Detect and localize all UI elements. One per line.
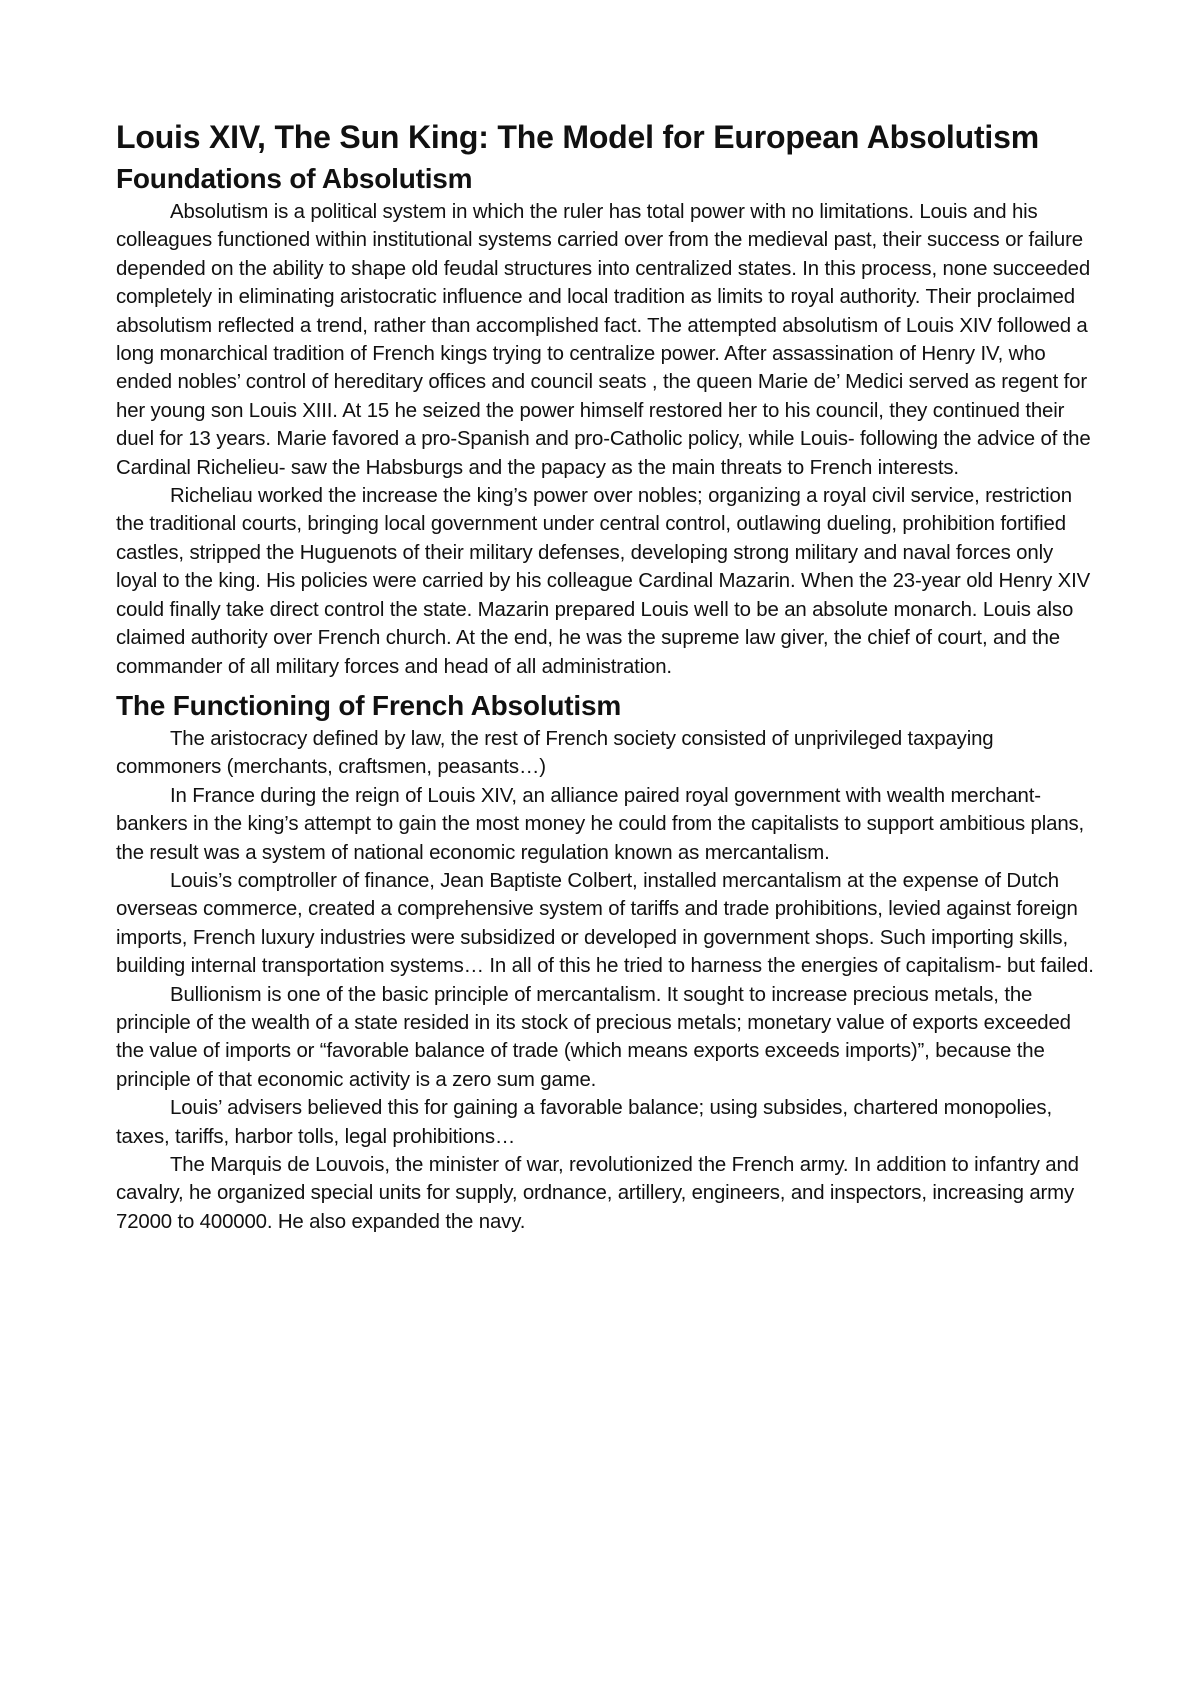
document-page <box>116 114 1096 1236</box>
paragraph: Louis’ advisers believed this for gaining a favorable balance; using subsides, chartered monopolies, taxes, tariffs, harbor tolls, legal prohibitions… <box>116 1097 1052 1148</box>
paragraph: The Marquis de Louvois, the minister of war, revolutionized the French army. In addition to infantry and cavalry, he organized special units for supply, ordnance, artillery, engineers, and inspectors, increasing army 72000 to 400000. He also expanded the navy. <box>116 1154 1079 1233</box>
paragraph: The aristocracy defined by law, the rest of French society consisted of unprivileged taxpaying commoners (merchants, craftsmen, peasants…) <box>116 727 994 779</box>
paragraph: Louis’s comptroller of finance, Jean Baptiste Colbert, installed mercantalism at the expense of Dutch overseas commerce, created a comprehensive system of tariffs and trade prohibitions, levied against foreign imports, French luxury industries were subsidized or developed in government shops. Such importing skills, building internal transportation systems… In all of this he tried to harness the energies of capitalism- but failed. <box>116 869 1094 978</box>
section-heading-functioning: The Functioning of French Absolutism <box>116 689 622 721</box>
paragraph: Richeliau worked the increase the king’s power over nobles; organizing a royal civil service, restriction the traditional courts, bringing local government under central control, outlawing dueling, prohibition fortified castles, stripped the Huguenots of their military defenses, developing strong military and naval forces only loyal to the king. His policies were carried by his colleague Cardinal Mazarin. When the 23-year old Henry XIV could finally take direct control the state. Mazarin prepared Louis well to be an absolute monarch. Louis also claimed authority over French church. At the end, he was the supreme law giver, the chief of court, and the commander of all military forces and head of all administration. <box>116 485 1091 678</box>
document-title: Louis XIV, The Sun King: The Model for European Absolutism <box>116 119 1039 155</box>
paragraph: In France during the reign of Louis XIV, an alliance paired royal government with wealth merchant-bankers in the king’s attempt to gain the most money he could from the capitalists to support ambitious plans, the result was a system of national economic regulation known as mercantalism. <box>116 784 1085 864</box>
paragraph: Absolutism is a political system in which the ruler has total power with no limitations. Louis and his colleagues functioned within institutional systems carried over from the medieval past, their success or failure depended on the ability to shape old feudal structures into centralized states. In this process, none succeeded completely in eliminating aristocratic influence and local tradition as limits to royal authority. Their proclaimed absolutism reflected a trend, rather than accomplished fact. The attempted absolutism of Louis XIV followed a long monarchical tradition of French kings trying to centralize power. After assassination of Henry IV, who ended nobles’ control of hereditary offices and council seats , the queen Marie de’ Medici served as regent for her young son Louis XIII. At 15 he seized the power himself restored her to his council, they continued their duel for 13 years. Marie favored a pro-Spanish and pro-Catholic policy, while Louis- following the advice of the Cardinal Richelieu- saw the Habsburgs and the papacy as the main threats to French interests. <box>116 201 1091 479</box>
section-heading-foundations: Foundations of Absolutism <box>116 163 473 194</box>
paragraph: Bullionism is one of the basic principle of mercantalism. It sought to increase precious metals, the principle of the wealth of a state resided in its stock of precious metals; monetary value of exports exceeded the value of imports or “favorable balance of trade (which means exports exceeds imports)”, because the principle of that economic activity is a zero sum game. <box>116 983 1071 1091</box>
